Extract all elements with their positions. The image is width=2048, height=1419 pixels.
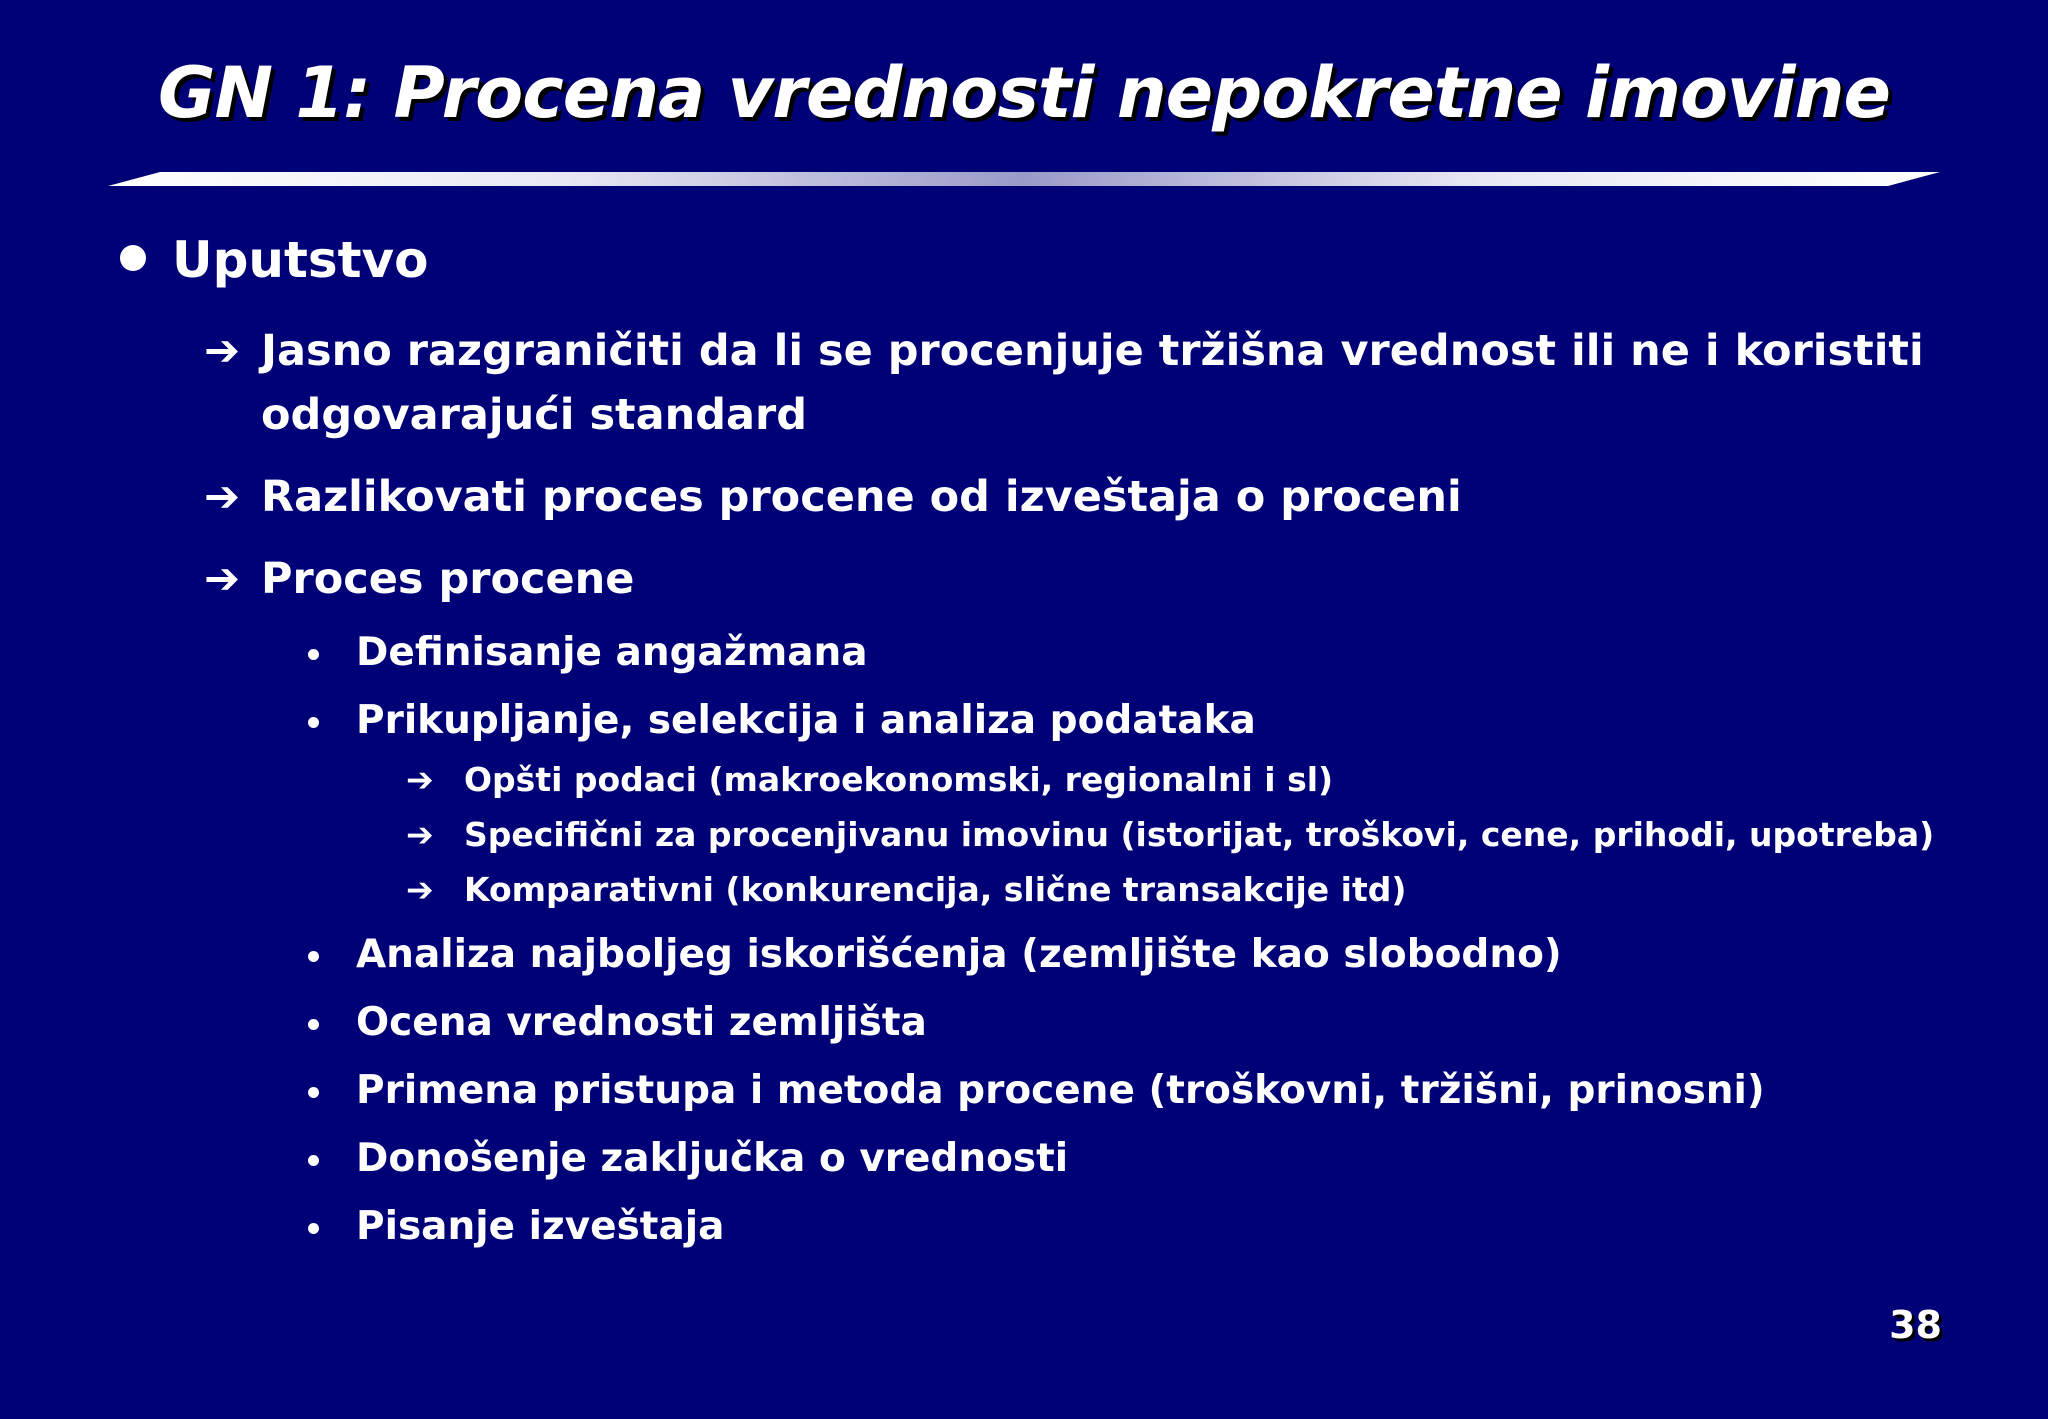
bullet-dot-icon xyxy=(308,649,319,660)
arrow-right-icon: ➔ xyxy=(204,472,241,522)
step-text: Donošenje zaključka o vrednosti xyxy=(356,1136,1069,1181)
arrow-right-icon: ➔ xyxy=(406,760,434,799)
bullet-dot-icon xyxy=(308,717,319,728)
step-text: Pisanje izveštaja xyxy=(356,1204,725,1249)
bullet-dot-icon xyxy=(120,245,146,271)
step-text: Prikupljanje, selekcija i analiza podataka xyxy=(356,698,1256,743)
page-number: 38 xyxy=(1889,1303,1942,1347)
step-text: Analiza najboljeg iskorišćenja (zemljište kao slobodno) xyxy=(356,932,1562,977)
bullet-dot-icon xyxy=(308,1155,319,1166)
bullet-dot-icon xyxy=(308,1087,319,1098)
heading-uputstvo xyxy=(120,228,429,292)
bullet-dot-icon xyxy=(308,1019,319,1030)
subitem-text: Specifični za procenjivanu imovinu (istorijat, troškovi, cene, prihodi, upotreba) xyxy=(464,815,1935,854)
bullet-dot-icon xyxy=(308,1223,319,1234)
arrow-right-icon: ➔ xyxy=(406,815,434,854)
step-text: Ocena vrednosti zemljišta xyxy=(356,1000,927,1045)
bullet-dot-icon xyxy=(308,951,319,962)
step-text: Primena pristupa i metoda procene (troškovni, tržišni, prinosni) xyxy=(356,1068,1765,1113)
item-text: odgovarajući standard xyxy=(261,390,808,440)
item-text: Proces procene xyxy=(261,554,635,604)
subitem-text: Opšti podaci (makroekonomski, regionalni i sl) xyxy=(464,760,1334,799)
slide-title: GN 1: Procena vrednosti nepokretne imovine xyxy=(158,52,1890,134)
title-divider xyxy=(108,170,1940,188)
arrow-right-icon: ➔ xyxy=(406,870,434,909)
item-text: Razlikovati proces procene od izveštaja o proceni xyxy=(261,472,1462,522)
step-text: Definisanje angažmana xyxy=(356,630,868,675)
subitem-text: Komparativni (konkurencija, slične transakcije itd) xyxy=(464,870,1407,909)
heading-text: Uputstvo xyxy=(172,231,429,289)
arrow-right-icon: ➔ xyxy=(204,326,241,376)
item-text: Jasno razgraničiti da li se procenjuje tržišna vrednost ili ne i koristiti xyxy=(261,326,1924,376)
arrow-right-icon: ➔ xyxy=(204,554,241,604)
